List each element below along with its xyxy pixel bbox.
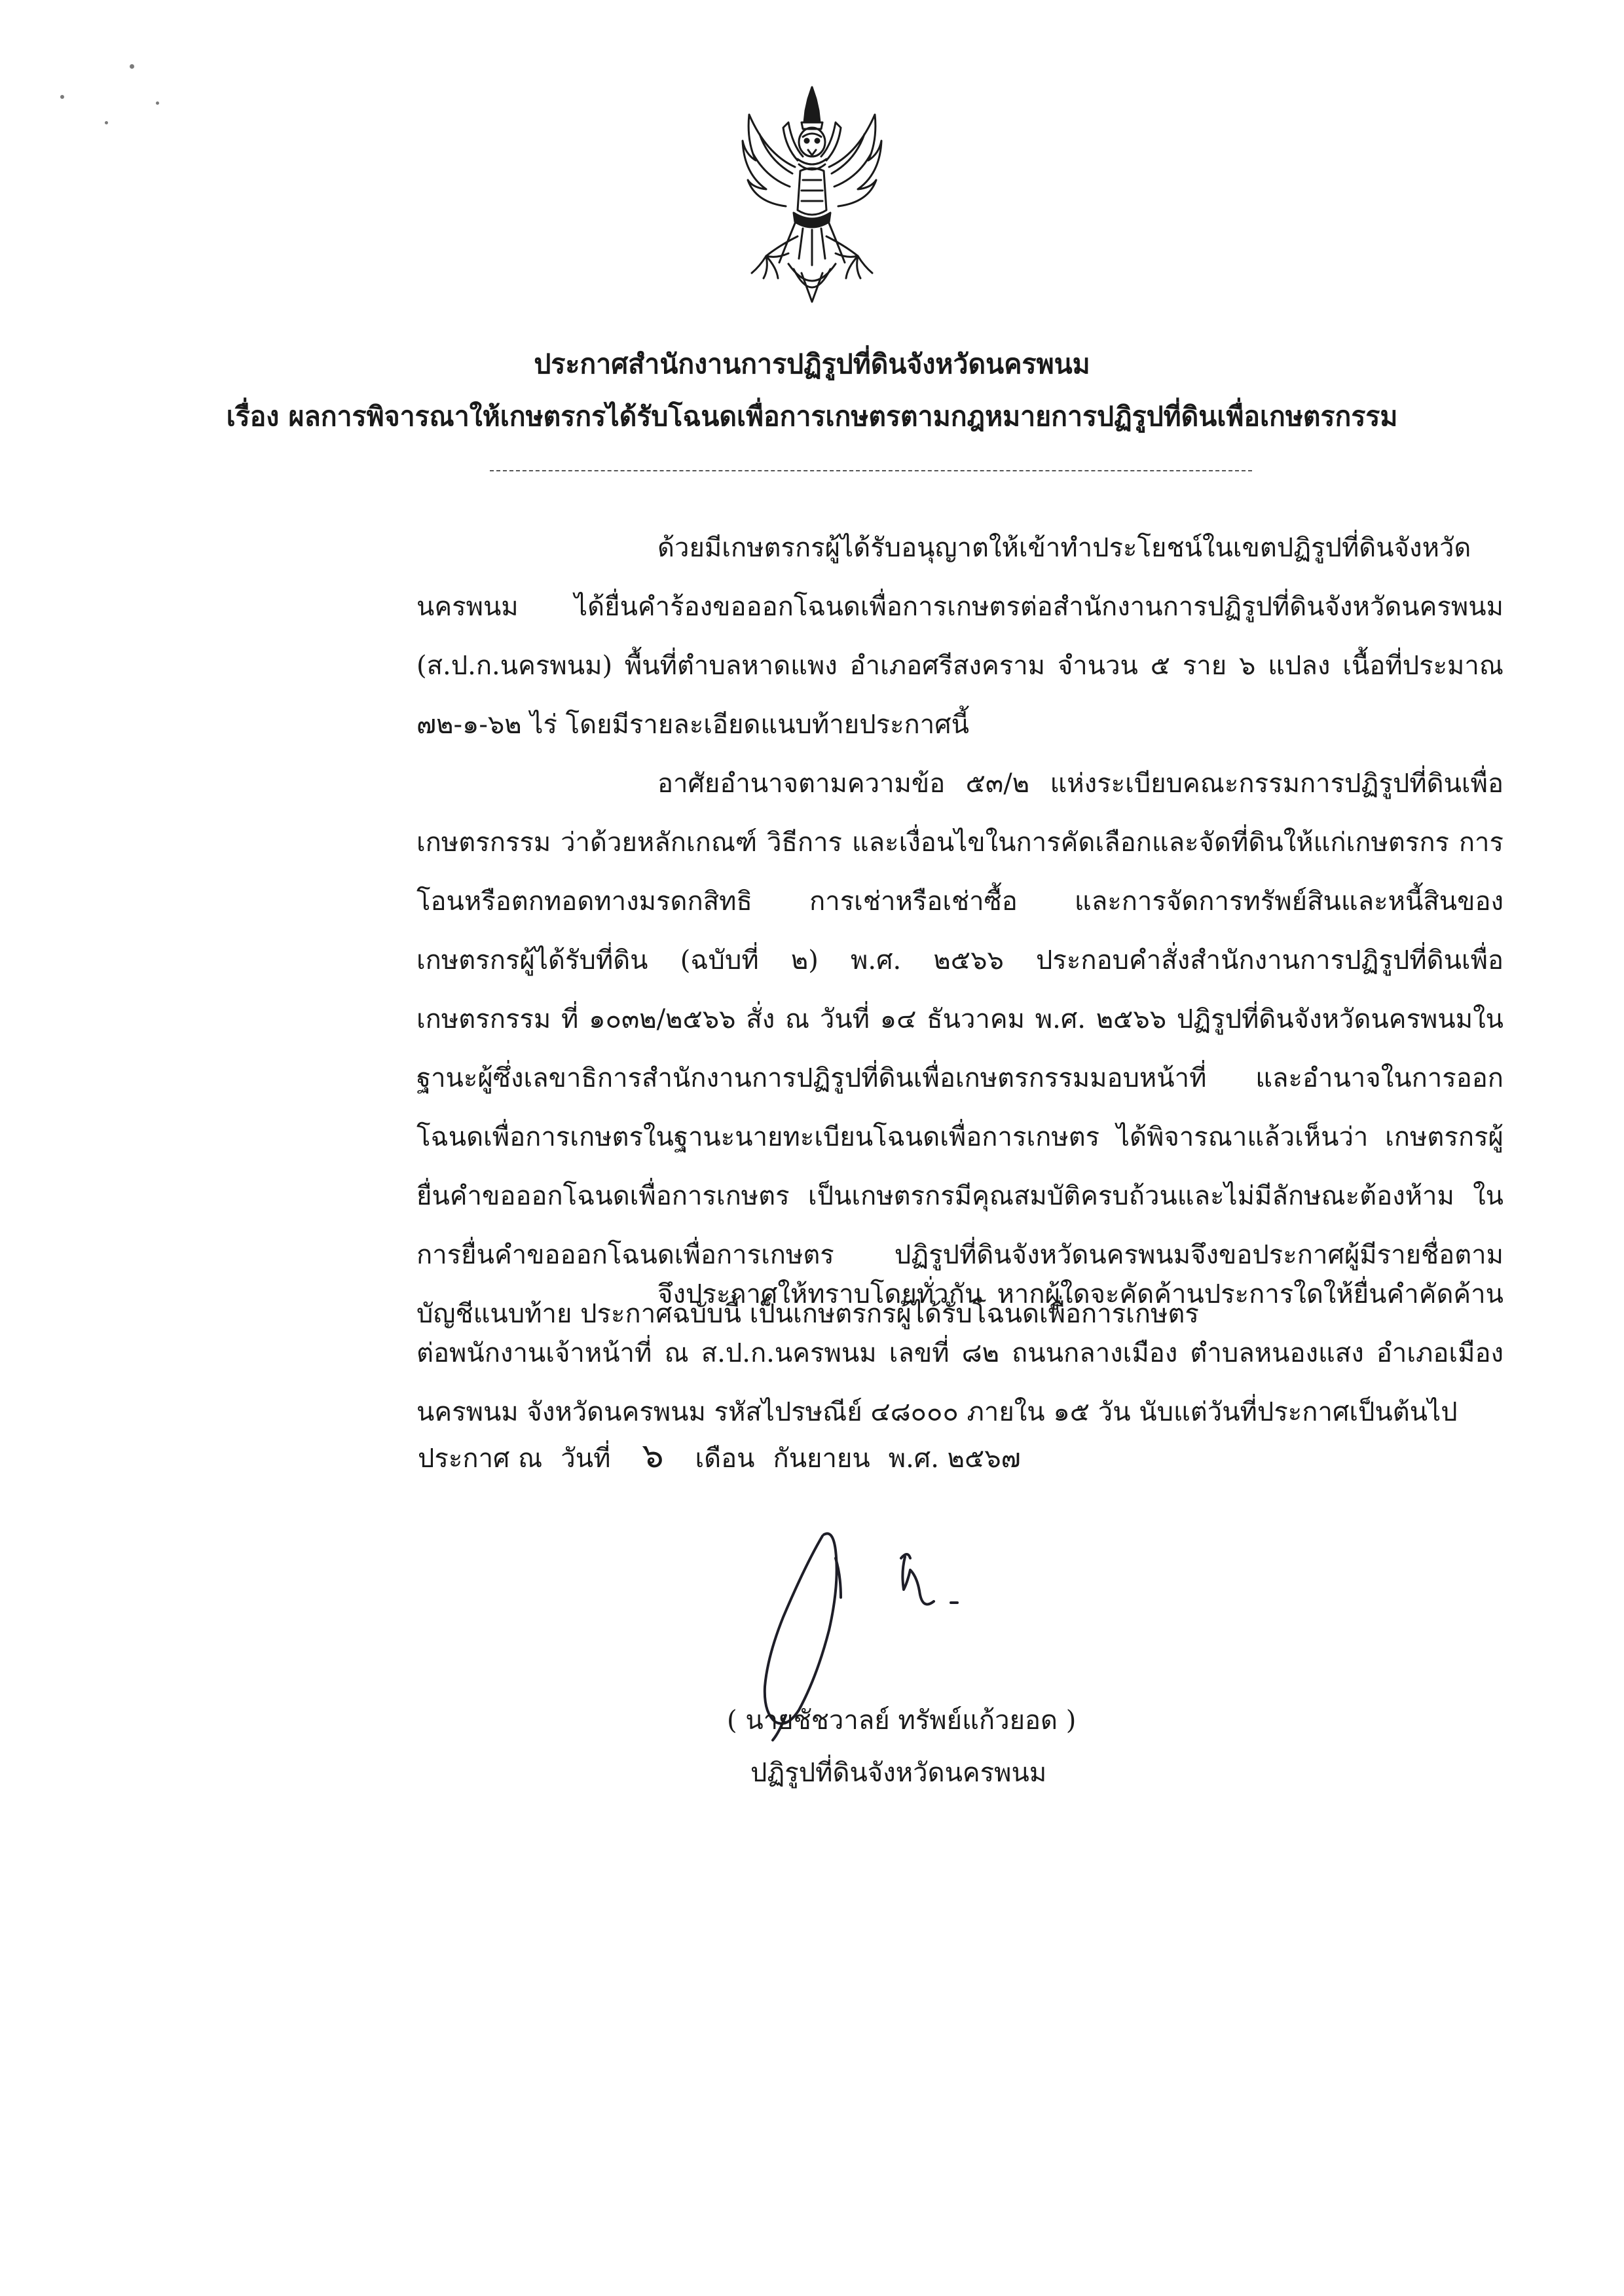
announcement-date <box>418 1438 1021 1477</box>
scan-speck <box>105 121 108 124</box>
date-month-label: เดือน <box>695 1444 755 1474</box>
date-day-label: วันที่ <box>561 1444 611 1474</box>
date-day: ๖ <box>642 1436 664 1476</box>
date-year: พ.ศ. ๒๕๖๗ <box>888 1444 1021 1474</box>
scan-speck <box>60 95 64 99</box>
announcement-subject: เรื่อง ผลการพิจารณาให้เกษตรกรได้รับโฉนดเพื่อการเกษตรตามกฎหมายการปฏิรูปที่ดินเพื่อเกษตรกรรม <box>226 401 1398 432</box>
body-paragraph: จึงประกาศให้ทราบโดยทั่วกัน หากผู้ใดจะคัดค้านประการใดให้ยื่นคำคัดค้านต่อพนักงานเจ้าหน้าที่ ณ ส.ป.ก.นครพนม เลขที่ ๘๒ ถนนกลางเมือง ตำบลหนองแสง อำเภอเมืองนครพนม จังหวัดนครพนม รหัสไปรษณีย์ ๔๘๐๐๐ ภายใน ๑๕ วัน นับแต่วันที่ประกาศเป็นต้นไป <box>416 1279 1504 1427</box>
date-month: กันยายน <box>773 1444 870 1474</box>
scan-speck <box>130 64 134 69</box>
scan-speck <box>156 101 159 105</box>
body-paragraph: ด้วยมีเกษตรกรผู้ได้รับอนุญาตให้เข้าทำประโยชน์ในเขตปฏิรูปที่ดินจังหวัดนครพนม ได้ยื่นคำร้องขอออกโฉนดเพื่อการเกษตรต่อสำนักงานการปฏิรูปที่ดินจังหวัดนครพนม (ส.ป.ก.นครพนม) พื้นที่ตำบลหาดแพง อำเภอศรีสงคราม จำนวน ๕ ราย ๖ แปลง เนื้อที่ประมาณ ๗๒-๑-๖๒ ไร่ โดยมีรายละเอียดแนบท้ายประกาศนี้ <box>416 533 1504 740</box>
signatory-name: ( นายชัชวาลย์ ทรัพย์แก้วยอด ) <box>727 1705 1077 1736</box>
announcement-title: ประกาศสำนักงานการปฏิรูปที่ดินจังหวัดนครพนม <box>534 348 1090 380</box>
date-prefix: ประกาศ ณ <box>418 1444 543 1474</box>
title-divider <box>490 470 1252 471</box>
garuda-emblem-icon <box>740 82 884 308</box>
body-paragraph: อาศัยอำนาจตามความข้อ ๕๓/๒ แห่งระเบียบคณะกรรมการปฏิรูปที่ดินเพื่อเกษตรกรรม ว่าด้วยหลักเกณฑ์ วิธีการ และเงื่อนไขในการคัดเลือกและจัดที่ดินให้แก่เกษตรกร การโอนหรือตกทอดทางมรดกสิทธิ การเช่าหรือเช่าซื้อ และการจัดการทรัพย์สินและหนี้สินของเกษตรกรผู้ได้รับที่ดิน (ฉบับที่ ๒) พ.ศ. ๒๕๖๖ ประกอบคำสั่งสำนักงานการปฏิรูปที่ดินเพื่อเกษตรกรรม ที่ ๑๐๓๒/๒๕๖๖ สั่ง ณ วันที่ ๑๔ ธันวาคม พ.ศ. ๒๕๖๖ ปฏิรูปที่ดินจังหวัดนครพนมในฐานะผู้ซึ่งเลขาธิการสำนักงานการปฏิรูปที่ดินเพื่อเกษตรกรรมมอบหน้าที่ และอำนาจในการออกโฉนดเพื่อการเกษตรในฐานะนายทะเบียนโฉนดเพื่อการเกษตร ได้พิจารณาแล้วเห็นว่า เกษตรกรผู้ยื่นคำขอออกโฉนดเพื่อการเกษตร เป็นเกษตรกรมีคุณสมบัติครบถ้วนและไม่มีลักษณะต้องห้าม ในการยื่นคำขอออกโฉนดเพื่อการเกษตร ปฏิรูปที่ดินจังหวัดนครพนมจึงขอประกาศผู้มีรายชื่อตามบัญชีแนบท้าย ประกาศฉบับนี้ เป็นเกษตรกรผู้ได้รับโฉนดเพื่อการเกษตร <box>416 769 1504 1329</box>
signatory-position: ปฏิรูปที่ดินจังหวัดนครพนม <box>750 1758 1047 1788</box>
